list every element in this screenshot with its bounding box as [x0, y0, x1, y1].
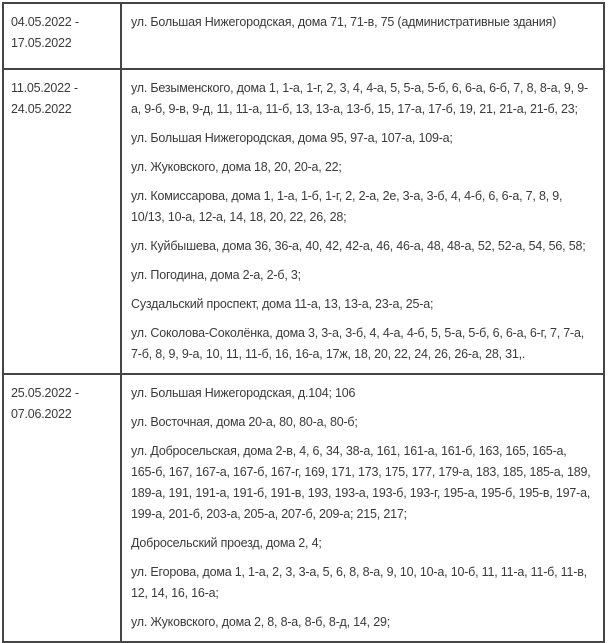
- address-entry: ул. Большая Нижегородская, д.104; 106: [131, 386, 356, 400]
- address-entry: ул. Комиссарова, дома 1, 1-а, 1-б, 1-г, 2, 2-а, 2е, 3-а, 3-б, 4, 4-б, 6, 6-а, 7, 8, 9, 10/13, 10-а, 12-а, 14, 18, 20, 22, 26, 28;: [131, 189, 563, 224]
- period-end-date: 17.05.2022: [11, 36, 72, 50]
- schedule-row: [3, 69, 604, 374]
- period-cell: [3, 69, 121, 374]
- address-entry: ул. Жуковского, дома 2, 8, 8-а, 8-б, 8-д, 14, 29;: [131, 615, 390, 629]
- address-entry: ул. Куйбышева, дома 36, 36-а, 40, 42, 42-а, 46, 46-а, 48, 48-а, 52, 52-а, 54, 56, 58;: [131, 239, 586, 253]
- address-entry: ул. Добросельская, дома 2-в, 4, 6, 34, 38-а, 161, 161-а, 161-б, 163, 165, 165-а, 165-б, 167, 167-а, 167-б, 167-г, 169, 171, 173, 175, 177, 179-а, 183, 185, 185-а, 189, 189-а, 191, 191-а, 191-б, 191-в, 193, 193-а, 193-б, 193-г, 195-а, 195-б, 195-в, 197-а, 199-а, 201-б, 203-а, 205-а, 207-б, 209-а; 215, 217;: [131, 444, 591, 521]
- address-entry: ул. Восточная, дома 20-а, 80, 80-а, 80-б;: [131, 415, 358, 429]
- period-start-date: 25.05.2022 -: [11, 386, 79, 400]
- schedule-row: [3, 3, 604, 69]
- address-cell: [121, 3, 604, 69]
- outage-schedule-table: [2, 2, 605, 643]
- period-start-date: 04.05.2022 -: [11, 15, 79, 29]
- address-cell: [121, 374, 604, 642]
- address-entry: ул. Большая Нижегородская, дома 95, 97-а, 107-а, 109-а;: [131, 131, 453, 145]
- address-entry: Суздальский проспект, дома 11-а, 13, 13-а, 23-а, 25-а;: [131, 297, 434, 311]
- address-cell: [121, 69, 604, 374]
- address-entry: Добросельский проезд, дома 2, 4;: [131, 536, 322, 550]
- period-end-date: 07.06.2022: [11, 407, 72, 421]
- address-entry: ул. Большая Нижегородская, дома 71, 71-в, 75 (административные здания): [131, 15, 557, 29]
- address-entry: ул. Безыменского, дома 1, 1-а, 1-г, 2, 3, 4, 4-а, 5, 5-а, 5-б, 6, 6-а, 6-б, 7, 8, 8-а, 9, 9-а, 9-б, 9-в, 9-д, 11, 11-а, 11-б, 13, 13-а, 13-б, 15, 17-а, 17-б, 19, 21, 21-а, 21-б, 23;: [131, 81, 588, 116]
- schedule-row: [3, 374, 604, 642]
- period-end-date: 24.05.2022: [11, 102, 72, 116]
- address-entry: ул. Егорова, дома 1, 1-а, 2, 3, 3-а, 5, 6, 8, 8-а, 9, 10, 10-а, 10-б, 11, 11-а, 11-б, 11-в, 12, 14, 16, 16-а;: [131, 565, 587, 600]
- address-entry: ул. Соколова-Соколёнка, дома 3, 3-а, 3-б, 4, 4-а, 4-б, 5, 5-а, 5-б, 6, 6-а, 6-г, 7, 7-а, 7-б, 8, 9, 9-а, 10, 11, 11-б, 16, 16-а, 17ж, 18, 20, 22, 24, 26, 26-а, 28, 31,.: [131, 326, 585, 361]
- period-cell: [3, 3, 121, 69]
- period-start-date: 11.05.2022 -: [11, 81, 78, 95]
- address-entry: ул. Жуковского, дома 18, 20, 20-а, 22;: [131, 160, 342, 174]
- schedule-table-body: [3, 3, 604, 642]
- period-cell: [3, 374, 121, 642]
- address-entry: ул. Погодина, дома 2-а, 2-б, 3;: [131, 268, 301, 282]
